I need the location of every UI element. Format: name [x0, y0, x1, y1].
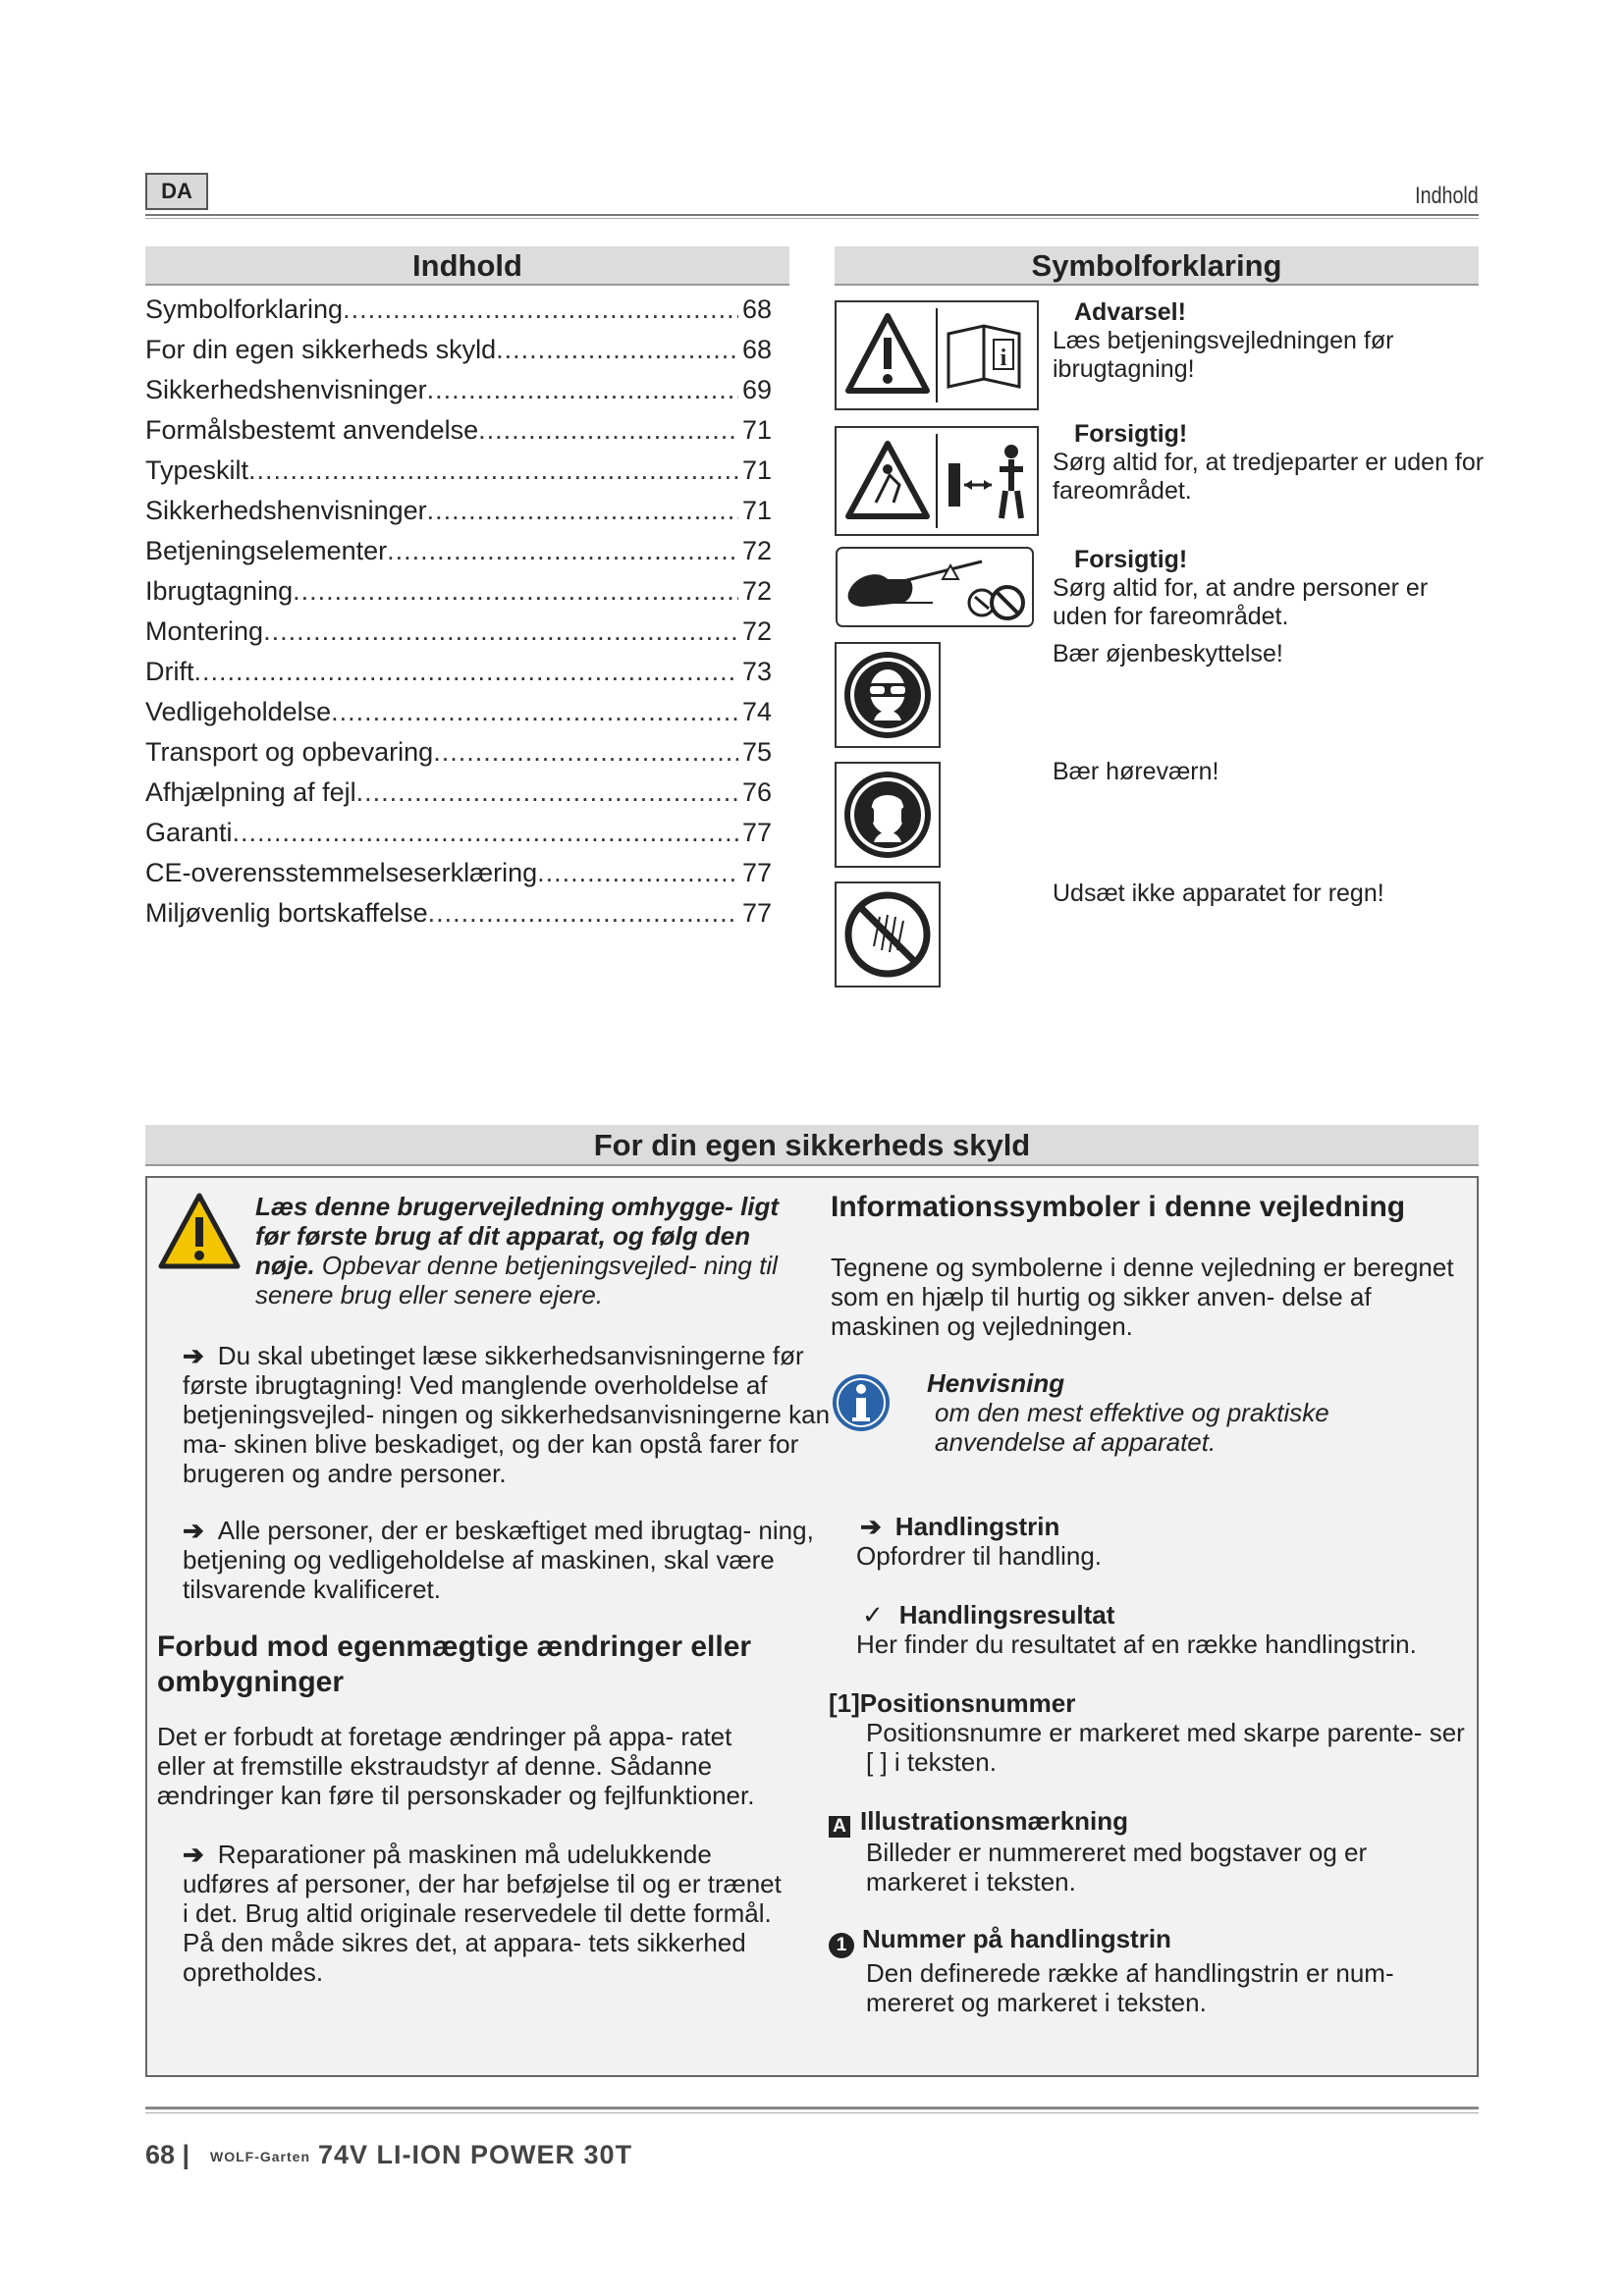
arrow-right-icon: ➔ — [183, 1840, 204, 1869]
toc-entry-page: 73 — [741, 657, 772, 686]
ear-protection-icon — [840, 768, 935, 862]
position-title: Positionsnummer — [859, 1688, 1076, 1718]
trimmer-distance-icon — [835, 546, 1035, 628]
toc-entry-title: Symbolforklaring — [145, 294, 344, 324]
toc-entry — [145, 777, 772, 818]
symbol-ear-protection — [835, 762, 941, 868]
symbol-3-desc: Sørg altid for, at andre personer er uden for fareområdet. — [1053, 574, 1429, 630]
toc-entry-title: Betjeningselementer — [145, 536, 388, 565]
info-heading: Informationssymboler i denne vejledning — [831, 1191, 1406, 1223]
toc-entry-title: Montering — [145, 616, 264, 646]
toc-entry — [145, 294, 772, 335]
symbol-1-desc: Læs betjeningsvejledningen før ibrugtagning! — [1053, 327, 1394, 383]
toc-leader-dots — [496, 335, 738, 365]
note-title: Henvisning — [927, 1368, 1065, 1398]
result-block — [856, 1600, 1475, 1659]
toc-entry-title: CE-overensstemmelseserklæring — [145, 858, 538, 887]
warning-intro — [255, 1192, 805, 1309]
language-badge: DA — [145, 173, 208, 210]
safety-heading: For din egen sikkerheds skyld — [145, 1125, 1479, 1166]
step-text: Opfordrer til handling. — [856, 1541, 1103, 1571]
toc-entry-page: 76 — [741, 777, 772, 807]
table-of-contents — [145, 294, 772, 938]
step-block — [856, 1512, 1465, 1571]
forbid-text: Det er forbudt at foretage ændringer på appa- ratet eller at fremstille ekstraudstyr af denne. Sådanne ændringer kan føre til personskader og fejlfunktioner. — [157, 1722, 755, 1810]
symbol-2-text — [1053, 420, 1485, 506]
symbol-third-parties — [835, 426, 1039, 536]
toc-entry-title: Typeskilt — [145, 455, 249, 485]
illustration-marker: A — [829, 1816, 850, 1838]
step-number-title: Nummer på handlingstrin — [862, 1924, 1171, 1953]
running-header: Indhold — [1415, 183, 1479, 209]
toc-entry-page: 72 — [741, 576, 772, 606]
toc-leader-dots — [248, 455, 738, 486]
toc-entry — [145, 455, 772, 496]
toc-entry-page: 77 — [741, 898, 772, 928]
illustration-text: Billeder er nummereret med bogstaver og er markeret i teksten. — [866, 1838, 1368, 1896]
toc-entry-page: 72 — [741, 536, 772, 565]
toc-leader-dots — [537, 858, 738, 888]
forbid-heading: Forbud mod egenmægtige ændringer eller ombygninger — [157, 1630, 752, 1698]
toc-entry-page: 71 — [741, 455, 772, 485]
bullet-read-safety — [183, 1341, 831, 1488]
toc-entry — [145, 536, 772, 576]
info-symbol — [831, 1372, 892, 1433]
toc-entry — [145, 657, 772, 697]
header-rule-thin — [145, 218, 1479, 219]
toc-entry-title: Garanti — [145, 818, 233, 847]
position-text: Positionsnumre er markeret med skarpe parente- ser [ ] i teksten. — [866, 1718, 1465, 1777]
footer-rule-thin — [145, 2112, 1479, 2113]
toc-entry-title: Drift — [145, 657, 194, 686]
toc-entry-page: 71 — [741, 415, 772, 445]
toc-entry-page: 77 — [741, 818, 772, 847]
eye-protection-icon — [840, 648, 935, 742]
toc-entry — [145, 415, 772, 455]
symbol-1-title: Advarsel! — [1074, 298, 1186, 326]
toc-leader-dots — [387, 536, 738, 566]
toc-entry-title: Sikkerhedshenvisninger — [145, 375, 427, 404]
note-text: om den mest effektive og praktiske anvendelse af apparatet. — [935, 1398, 1329, 1457]
toc-leader-dots — [343, 294, 738, 325]
toc-entry-title: Formålsbestemt anvendelse — [145, 415, 479, 445]
toc-leader-dots — [427, 496, 738, 526]
position-marker: [1] — [829, 1688, 860, 1718]
toc-entry-title: Ibrugtagning — [145, 576, 294, 606]
toc-entry-title: Transport og opbevaring — [145, 737, 434, 767]
bullet-1-text: Du skal ubetinget læse sikkerhedsanvisningerne før første ibrugtagning! Ved manglende overholdelse af betjeningsvejled- ningen og sikkerhedsanvisningerne kan ma- skinen blive beskadiget, og der kan opstå farer for brugeren og andre personer. — [183, 1341, 831, 1488]
result-title: Handlingsresultat — [898, 1600, 1115, 1629]
toc-entry-page: 77 — [741, 858, 772, 887]
no-rain-icon — [840, 887, 935, 982]
footer-brand — [210, 2140, 632, 2170]
bullet-qualified — [183, 1516, 831, 1604]
warning-intro-rest: Opbevar denne betjeningsvejled- ning til senere brug eller senere ejere. — [255, 1251, 778, 1309]
toc-entry-page: 75 — [741, 737, 772, 767]
symbol-3-title: Forsigtig! — [1074, 546, 1188, 573]
toc-leader-dots — [293, 576, 738, 607]
toc-entry — [145, 576, 772, 616]
toc-entry-title: Afhjælpning af fejl — [145, 777, 356, 807]
toc-leader-dots — [331, 697, 738, 727]
arrow-right-icon: ➔ — [183, 1341, 204, 1370]
product-name: 74V LI-ION POWER 30T — [318, 2140, 633, 2169]
svg-text:i: i — [1000, 346, 1007, 371]
toc-leader-dots — [478, 415, 738, 446]
toc-entry — [145, 616, 772, 657]
symbol-4-text: Bær øjenbeskyttelse! — [1053, 640, 1283, 667]
warning-triangle — [157, 1192, 242, 1270]
step-number-block — [829, 1924, 1467, 2017]
step-number-marker: 1 — [829, 1933, 854, 1958]
toc-heading: Indhold — [145, 246, 789, 286]
warning-intro-bold: Læs denne brugervejledning omhygge- ligt før første brug af dit apparat, og følg den nøje. — [255, 1192, 780, 1280]
symbol-2-title: Forsigtig! — [1074, 420, 1188, 448]
toc-entry-page: 71 — [741, 496, 772, 525]
warning-distance-icon — [839, 430, 1035, 532]
brand-logo: WOLF-Garten — [210, 2148, 310, 2164]
toc-entry — [145, 496, 772, 536]
bullet-repairs — [183, 1840, 791, 1987]
step-number-text: Den definerede række af handlingstrin er num- mereret og markeret i teksten. — [866, 1958, 1394, 2017]
arrow-right-icon: ➔ — [860, 1512, 882, 1541]
toc-entry — [145, 697, 772, 737]
toc-leader-dots — [428, 898, 738, 929]
warning-triangle-icon — [157, 1192, 242, 1270]
toc-leader-dots — [433, 737, 738, 768]
toc-entry — [145, 818, 772, 858]
toc-entry-title: For din egen sikkerheds skyld — [145, 335, 497, 364]
toc-entry — [145, 375, 772, 415]
symbol-eye-protection — [835, 642, 941, 748]
symbol-read-manual — [835, 300, 1039, 410]
toc-entry-title: Vedligeholdelse — [145, 697, 332, 726]
symbol-6-text: Udsæt ikke apparatet for regn! — [1053, 880, 1384, 907]
symbol-5-text: Bær høreværn! — [1053, 758, 1219, 785]
toc-leader-dots — [356, 777, 738, 808]
warning-manual-icon — [839, 304, 1035, 406]
symbol-1-text — [1053, 298, 1485, 384]
toc-leader-dots — [194, 657, 738, 687]
note-block — [927, 1368, 1457, 1457]
toc-leader-dots — [233, 818, 738, 848]
step-title: Handlingstrin — [894, 1512, 1060, 1541]
result-text: Her finder du resultatet af en række handlingstrin. — [856, 1629, 1417, 1659]
toc-leader-dots — [263, 616, 738, 647]
toc-leader-dots — [427, 375, 738, 405]
symbol-others-away — [835, 546, 1035, 628]
position-block — [829, 1688, 1467, 1777]
toc-entry — [145, 898, 772, 938]
symbol-no-rain — [835, 881, 941, 988]
symbol-3-text — [1053, 546, 1485, 631]
bullet-3-text: Reparationer på maskinen må udelukkende udføres af personer, der har beføjelse til og er trænet i det. Brug altid originale reservedele til dette formål. På den måde sikres det, at appara- tets sikkerhed opretholdes. — [183, 1840, 782, 1987]
footer-rule — [145, 2107, 1479, 2109]
arrow-right-icon: ➔ — [183, 1516, 204, 1545]
toc-entry-title: Sikkerhedshenvisninger — [145, 496, 427, 525]
symbols-heading: Symbolforklaring — [835, 246, 1479, 286]
bullet-2-text: Alle personer, der er beskæftiget med ibrugtag- ning, betjening og vedligeholdelse af maskinen, skal være tilsvarende kvalificeret. — [183, 1516, 814, 1604]
info-icon — [831, 1372, 892, 1433]
toc-entry-page: 69 — [741, 375, 772, 404]
check-icon: ✓ — [862, 1600, 884, 1629]
toc-entry-title: Miljøvenlig bortskaffelse — [145, 898, 428, 928]
toc-entry-page: 72 — [741, 616, 772, 646]
toc-entry — [145, 737, 772, 777]
toc-entry-page: 68 — [741, 335, 772, 364]
info-text: Tegnene og symbolerne i denne vejledning er beregnet som en hjælp til hurtig og sikker anven- delse af maskinen og vejledningen. — [831, 1253, 1454, 1341]
toc-entry — [145, 335, 772, 375]
page-number: 68 | — [145, 2140, 190, 2169]
header-rule — [145, 214, 1479, 216]
toc-entry — [145, 858, 772, 898]
toc-entry-page: 68 — [741, 294, 772, 324]
illustration-block — [829, 1806, 1467, 1896]
symbol-2-desc: Sørg altid for, at tredjeparter er uden for fareområdet. — [1053, 449, 1485, 505]
toc-entry-page: 74 — [741, 697, 772, 726]
illustration-title: Illustrationsmærkning — [860, 1806, 1129, 1836]
